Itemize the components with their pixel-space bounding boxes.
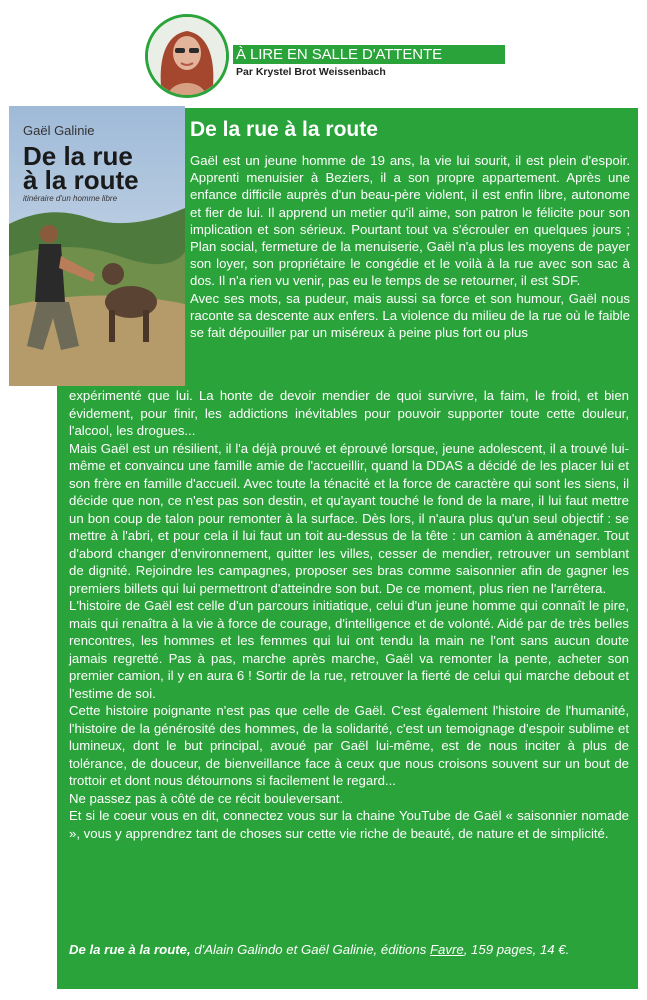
paragraph: Et si le coeur vous en dit, connectez vous sur la chaine YouTube de Gaël « saisonnier nomade », vous y apprendrez tant de choses sur cette vie riche de beauté, de nature et de simplicité. [69,808,629,841]
paragraph: Ne passez pas à côté de ce récit bouleversant. [69,790,344,806]
paragraph: Gaël est un jeune homme de 19 ans, la vie lui sourit, il est plein d'espoir. Apprenti menuisier à Beziers, il a son propre appartement. Après une enfance difficile auprès d'un beau-père violent, il est enfin libre, autonome et fier de lui. Il apprend un metier qu'il aime, son patron le félicite pour son implication et son sérieux. Pourtant tout va s'écrouler en quelques jours ; Plan social, fermeture de la menuiserie, Gaël n'a plus les moyens de payer son loyer, son propriétaire le congédie et le voilà à la rue avec son sac à dos. Il n'a rien vu venir, pas eu le temps de se retourner, il est SDF. [190,153,630,289]
credits-title: De la rue à la route, [69,942,191,957]
cover-author: Gaël Galinie [23,123,95,138]
rubric-title: À LIRE EN SALLE D'ATTENTE [233,45,505,64]
book-cover [9,106,185,386]
header [0,0,647,100]
cover-subtitle: itinéraire d'un homme libre [23,194,118,203]
article-body [69,387,629,842]
paragraph: Avec ses mots, sa pudeur, mais aussi sa force et son humour, Gaël nous raconte sa descente aux enfers. La violence du milieu de la rue où le faible se fait dépouiller par un miséreux à peine plus fort ou plus [190,290,630,341]
paragraph: Cette histoire poignante n'est pas que celle de Gaël. C'est également l'histoire de l'humanité, l'histoire de la générosité des hommes, de la solidarité, c'est un temoignage d'espoir sublime et lumineux, dont le but principal, avoué par Gaël lui-même, est de nous inciter à plus de tolérance, de douceur, de bienveillance face à ceux que nous croisons souvent sur un bout de trottoir et dont nous détournons si facilement le regard... [69,703,629,788]
paragraph: L'histoire de Gaël est celle d'un parcours initiatique, celui d'un jeune homme qui connaît le pire, mais qui renaîtra à la vie à force de courage, d'intelligence et de volonté. Aidé par de très belles rencontres, les hommes et les femmes qui lui ont tendu la main ne l'ont sans aucun doute jamais regretté. Pas à pas, marche après marche, Gaël va remonter la pente, acheter son premier camion, il y en aura 6 ! Sortir de la rue, retrouver la fierté de celui qui marche debout et l'estime de soi. [69,598,629,701]
article-intro [190,152,630,341]
author-portrait-icon [148,17,226,95]
cover-title: De la rue à la route [23,141,139,195]
credits-authors: d'Alain Galindo et Gaël Galinie, éditions [190,942,430,957]
byline: Par Krystel Brot Weissenbach [236,66,386,78]
credits-publisher: Favre [429,942,464,957]
paragraph: Mais Gaël est un résilient, il l'a déjà prouvé et éprouvé lorsque, jeune adolescent, il a trouvé lui-même et convaincu une famille amie de l'accueillir, quand la DDAS a décidé de les placer lui et son frère en famille d'accueil. Avec toute la ténacité et la force de caractère qui sont les siens, il décide que non, ce n'est pas son destin, et qu'ayant touché le fond de la mare, il lui faut mettre un bon coup de talon pour remonter à la surface. Dès lors, il n'aura plus qu'un seul objectif : se mettre à l'abri, et pour cela il lui faut un toit au-dessus de la tête : un camion à aménager. Tout d'abord changer d'environnement, quitter les villes, cesser de mendier, retrouver un semblant de dignité. Rejoindre les campagnes, proposer ses bras comme saisonnier afin de gagner les premiers billets qui lui permettront d'atteindre son but. De ce moment, plus rien ne l'arrêtera. [69,440,629,596]
paragraph: expérimenté que lui. La honte de devoir mendier de quoi survivre, la faim, le froid, et bien évidement, pour finir, les addictions inévitables pour pouvoir supporter toute cette douleur, l'alcool, les drogues... [69,388,629,438]
article-headline: De la rue à la route [190,118,378,141]
book-credits [69,941,629,958]
credits-details: , 159 pages, 14 €. [463,942,570,957]
author-avatar [145,14,229,98]
